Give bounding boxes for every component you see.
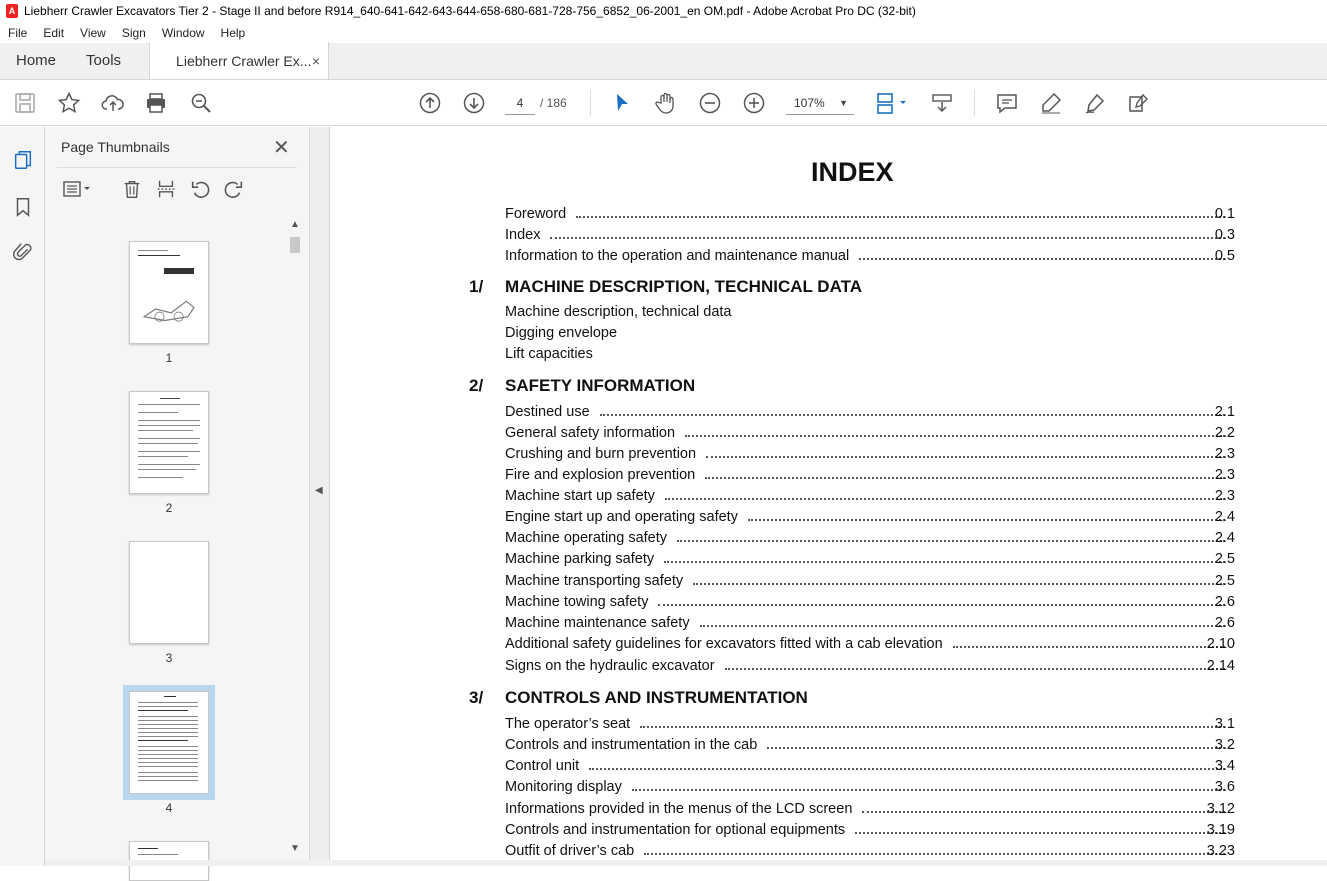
document-view[interactable] — [331, 127, 1327, 866]
zoom-dropdown-caret-icon: ▼ — [839, 98, 848, 108]
tab-close-icon[interactable]: × — [311, 52, 321, 69]
thumbnail-label-4: 4 — [165, 801, 173, 815]
collapse-arrow-icon: ◀ — [315, 485, 323, 496]
toolbar-divider — [590, 90, 591, 116]
page-thumbnail-4[interactable] — [129, 691, 209, 794]
toc-entry[interactable]: Signs on the hydraulic excavator 2.14 — [505, 658, 1235, 674]
toc-entry[interactable]: The operator’s seat 3.1 — [505, 716, 1235, 732]
panel-divider — [57, 167, 297, 168]
next-page-icon[interactable] — [461, 90, 487, 116]
window-title: Liebherr Crawler Excavators Tier 2 - Stage II and before R914_640-641-642-643-644-658-680-681-728-756_6852_06-2001_en OM.pdf - Adobe Acrobat Pro DC (32-bit) — [24, 4, 916, 18]
menu-window[interactable]: Window — [161, 25, 205, 40]
toc-entry[interactable]: Index 0.3 — [505, 227, 1235, 243]
thumbnail-scrollbar[interactable] — [288, 219, 302, 857]
select-cursor-icon[interactable] — [609, 90, 635, 116]
upload-cloud-icon[interactable] — [100, 90, 126, 116]
extract-pages-icon[interactable] — [153, 177, 179, 201]
bookmarks-icon[interactable] — [10, 194, 36, 220]
menu-bar — [0, 22, 1327, 43]
toc-entry[interactable]: Lift capacities — [505, 346, 593, 362]
toc-entry[interactable]: Additional safety guidelines for excavators fitted with a cab elevation 2.10 — [505, 636, 1235, 652]
delete-page-trash-icon[interactable] — [119, 177, 145, 201]
toc-entry[interactable]: Digging envelope — [505, 325, 618, 341]
toc-entry[interactable]: Machine maintenance safety 2.6 — [505, 615, 1235, 631]
menu-edit[interactable]: Edit — [43, 25, 65, 40]
page-number-input[interactable]: 4 — [505, 91, 535, 115]
toc-section-heading: 2/ SAFETY INFORMATION — [469, 376, 696, 395]
toc-entry[interactable]: Control unit 3.4 — [505, 758, 1235, 774]
document-title: INDEX — [811, 157, 894, 187]
tab-tools[interactable]: Tools — [86, 52, 122, 69]
menu-view[interactable]: View — [80, 25, 106, 40]
toc-section-heading: 1/ MACHINE DESCRIPTION, TECHNICAL DATA — [469, 277, 862, 296]
toc-entry[interactable]: Machine parking safety 2.5 — [505, 551, 1235, 567]
attachments-paperclip-icon[interactable] — [10, 239, 36, 265]
scroll-down-arrow-icon[interactable]: ▼ — [290, 843, 300, 854]
panel-title: Page Thumbnails — [61, 139, 170, 155]
toc-entry[interactable]: Machine towing safety 2.6 — [505, 594, 1235, 610]
search-zoom-icon[interactable] — [188, 90, 214, 116]
previous-page-icon[interactable] — [417, 90, 443, 116]
rotate-counterclockwise-icon[interactable] — [187, 177, 213, 201]
horizontal-scroll-strip — [45, 860, 1327, 866]
page-display-icon[interactable] — [872, 90, 912, 116]
toc-entry[interactable]: Controls and instrumentation in the cab 3.2 — [505, 737, 1235, 753]
comment-icon[interactable] — [994, 90, 1020, 116]
toc-entry[interactable]: Machine description, technical data — [505, 304, 732, 320]
tab-document[interactable] — [149, 42, 329, 79]
highlight-pen-icon[interactable] — [1038, 90, 1064, 116]
fill-sign-icon[interactable] — [1126, 90, 1152, 116]
zoom-out-icon[interactable] — [697, 90, 723, 116]
title-bar — [0, 0, 1327, 22]
sign-pen-icon[interactable] — [1082, 90, 1108, 116]
page-thumbnails-panel — [45, 127, 310, 866]
scroll-mode-icon[interactable] — [929, 90, 955, 116]
toc-entry[interactable]: Destined use 2.1 — [505, 404, 1235, 420]
tab-home[interactable]: Home — [16, 52, 57, 69]
thumbnail-label-3: 3 — [165, 651, 173, 665]
zoom-level-value: 107% — [794, 96, 825, 110]
zoom-in-icon[interactable] — [741, 90, 767, 116]
toc-entry[interactable]: Monitoring display 3.6 — [505, 779, 1235, 795]
save-icon[interactable] — [12, 90, 38, 116]
toc-entry[interactable]: Controls and instrumentation for optional equipments 3.19 — [505, 822, 1235, 838]
toc-entry[interactable]: Information to the operation and maintenance manual 0.5 — [505, 248, 1235, 264]
zoom-level-select[interactable] — [786, 91, 854, 115]
toc-entry[interactable]: Engine start up and operating safety 2.4 — [505, 509, 1235, 525]
page-thumbnail-2[interactable] — [129, 391, 209, 494]
toc-entry[interactable]: Informations provided in the menus of the LCD screen 3.12 — [505, 801, 1235, 817]
bookmark-star-icon[interactable] — [56, 90, 82, 116]
thumbnail-label-1: 1 — [165, 351, 173, 365]
toc-entry[interactable]: Outfit of driver’s cab 3.23 — [505, 843, 1235, 859]
toc-entry[interactable]: Machine transporting safety 2.5 — [505, 573, 1235, 589]
toc-entry[interactable]: General safety information 2.2 — [505, 425, 1235, 441]
scroll-up-arrow-icon[interactable]: ▲ — [290, 219, 300, 230]
thumbnail-options-icon[interactable] — [59, 177, 97, 201]
toc-entry[interactable]: Machine operating safety 2.4 — [505, 530, 1235, 546]
hand-tool-icon[interactable] — [653, 90, 679, 116]
toc-entry[interactable]: Foreword 0.1 — [505, 206, 1235, 222]
panel-collapse-handle[interactable] — [310, 127, 330, 866]
tab-bar — [0, 43, 1327, 80]
page-thumbnails-icon[interactable] — [10, 147, 36, 173]
panel-close-icon[interactable]: ✕ — [273, 137, 290, 159]
acrobat-app-icon: A — [6, 4, 18, 18]
menu-file[interactable]: File — [8, 25, 28, 40]
scrollbar-thumb[interactable] — [290, 237, 300, 253]
thumbnail-label-2: 2 — [165, 501, 173, 515]
menu-help[interactable]: Help — [220, 25, 246, 40]
rotate-clockwise-icon[interactable] — [221, 177, 247, 201]
toc-section-heading: 3/ CONTROLS AND INSTRUMENTATION — [469, 688, 808, 707]
print-icon[interactable] — [143, 90, 169, 116]
page-total: / 186 — [540, 96, 567, 110]
toc-entry[interactable]: Machine start up safety 2.3 — [505, 488, 1235, 504]
toc-entry[interactable]: Crushing and burn prevention 2.3 — [505, 446, 1235, 462]
menu-sign[interactable]: Sign — [121, 25, 146, 40]
left-navigation-rail — [0, 127, 45, 866]
toc-entry[interactable]: Fire and explosion prevention 2.3 — [505, 467, 1235, 483]
tab-document-label: Liebherr Crawler Ex... — [176, 52, 312, 69]
toolbar-divider — [974, 90, 975, 116]
page-thumbnail-3[interactable] — [129, 541, 209, 644]
page-thumbnail-1[interactable] — [129, 241, 209, 344]
